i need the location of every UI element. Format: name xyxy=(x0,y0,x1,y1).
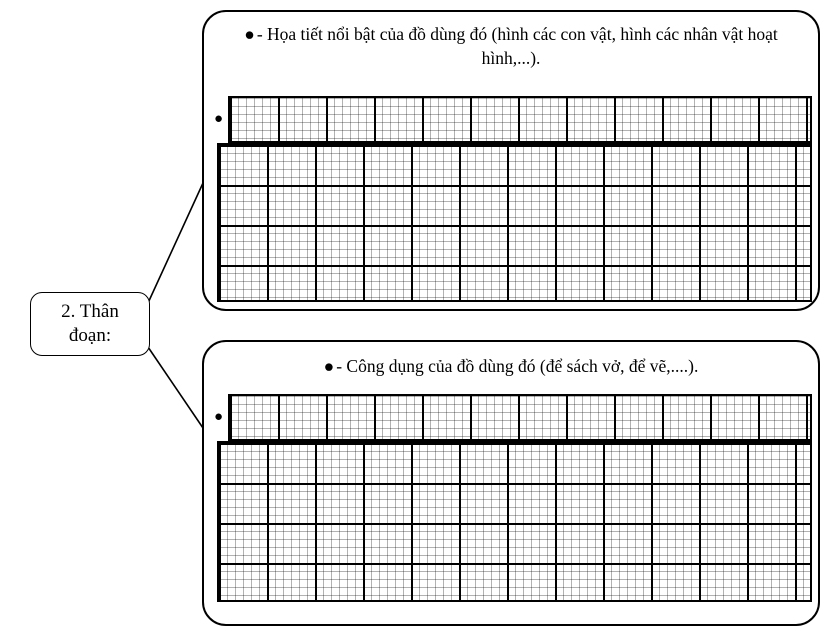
panel-cong-dung-title-text: - Công dụng của đồ dùng đó (để sách vở, để vẽ,....). xyxy=(336,356,699,376)
writing-grid-block xyxy=(217,441,812,602)
connector-line-bottom xyxy=(148,347,203,428)
panel-hoa-tiet-title xyxy=(220,23,802,70)
writing-grid-first-line xyxy=(228,96,812,143)
section-label-box xyxy=(30,292,150,356)
section-label-line2: đoạn: xyxy=(68,325,112,346)
connector-line-top xyxy=(148,183,203,303)
writing-grid-block xyxy=(217,143,812,302)
bullet-icon: ● xyxy=(214,409,224,425)
bullet-icon: ● xyxy=(323,356,335,376)
writing-grid-first-line xyxy=(228,394,812,441)
panel-hoa-tiet xyxy=(202,10,820,311)
panel-cong-dung xyxy=(202,340,820,626)
bullet-icon: ● xyxy=(244,24,255,44)
bullet-icon: ● xyxy=(214,111,224,127)
panel-cong-dung-title xyxy=(220,355,802,379)
panel-hoa-tiet-title-text: - Họa tiết nổi bật của đồ dùng đó (hình các con vật, hình các nhân vật hoạt hình,...). xyxy=(256,24,778,68)
section-label-line1: 2. Thân xyxy=(61,301,119,323)
